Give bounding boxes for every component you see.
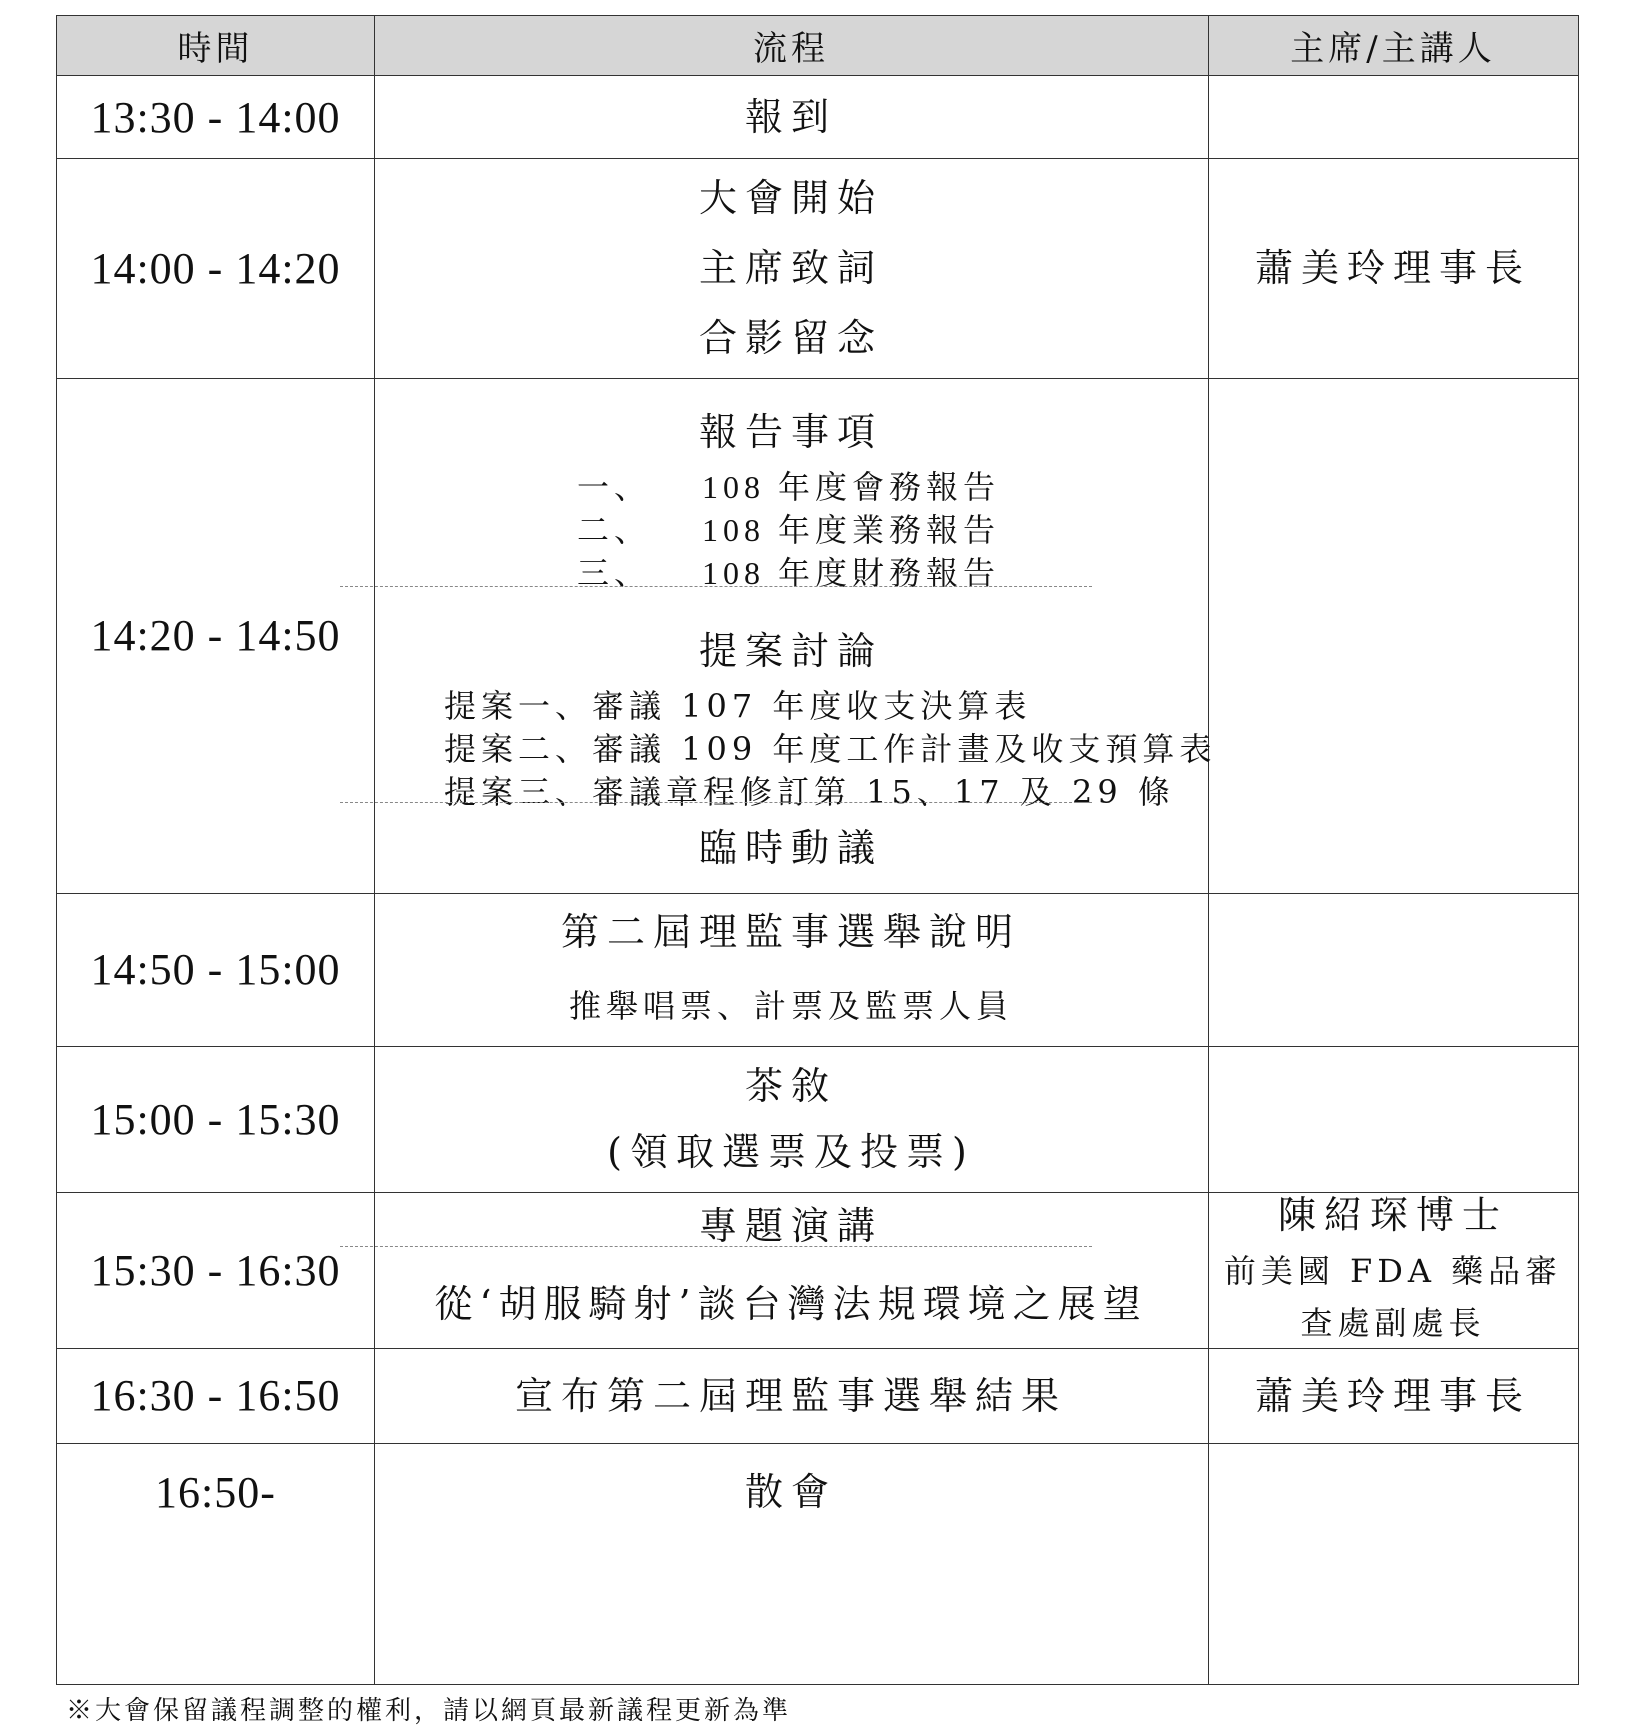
process-cell [374,1443,1208,1541]
proposal-item: 提案一、審議 107 年度收支決算表 [444,687,1032,725]
process-text: 主席致詞 [698,246,883,290]
process-cell [374,1260,1208,1348]
process-text: (領取選票及投票) [607,1130,975,1174]
chair-name: 蕭美玲理事長 [1254,246,1531,290]
agenda-table [56,15,1579,1685]
process-text: 宣布第二屆理監事選舉結果 [514,1373,1067,1418]
section-divider [340,586,1092,587]
chair-title: 查處副處長 [1300,1304,1486,1342]
footnote: ※大會保留議程調整的權利，請以網頁最新議程更新為準 [66,1696,792,1726]
report-item-text: 108 年度財務報告 [702,555,1001,591]
section-divider [340,802,1092,803]
time-cell: 14:50 - 15:00 [90,945,341,994]
process-cell [374,1192,1208,1260]
time-cell: 15:30 - 16:30 [90,1245,341,1295]
header-time: 時間 [177,28,254,69]
process-text: 從‘胡服騎射’談台灣法規環境之展望 [434,1282,1148,1326]
process-text: 散會 [744,1470,837,1514]
process-text: 茶敘 [744,1064,837,1108]
chair-title: 前美國 FDA 藥品審 [1223,1252,1563,1290]
section-divider [340,1246,1092,1247]
process-text: 第二屆理監事選舉說明 [560,909,1021,954]
chair-cell [1208,1348,1578,1443]
header-process: 流程 [753,28,829,69]
chair-name: 陳紹琛博士 [1277,1193,1508,1237]
report-item-num: 二、 [577,511,652,549]
report-item-num: 一、 [577,468,652,506]
table-header [57,16,1578,76]
process-cell [374,893,1208,1046]
time-cell: 13:30 - 14:00 [90,92,341,142]
process-text: 大會開始 [698,176,883,220]
motion-title: 臨時動議 [698,826,883,870]
report-title: 報告事項 [698,410,883,454]
process-cell [374,1046,1208,1192]
proposal-item: 提案三、審議章程修訂第 15、17 及 29 條 [444,773,1175,811]
time-cell: 15:00 - 15:30 [90,1094,341,1144]
process-cell [374,76,1208,158]
chair-cell [1208,1192,1578,1348]
time-cell: 14:00 - 14:20 [90,243,341,293]
time-cell: 14:20 - 14:50 [90,611,341,660]
process-text: 推舉唱票、計票及監票人員 [568,986,1013,1025]
process-text: 報到 [744,95,837,139]
report-item-text: 108 年度會務報告 [702,469,1001,505]
header-chair: 主席/主講人 [1290,28,1496,69]
chair-cell [1208,158,1578,378]
proposal-title: 提案討論 [698,629,883,673]
time-cell: 16:50- [155,1467,276,1517]
time-cell: 16:30 - 16:50 [90,1371,341,1420]
proposal-item: 提案二、審議 109 年度工作計畫及收支預算表 [444,730,1217,768]
report-item-text: 108 年度業務報告 [702,512,1001,548]
report-item-num: 三、 [577,554,652,592]
process-cell [374,1348,1208,1443]
chair-name: 蕭美玲理事長 [1254,1373,1531,1418]
process-text: 專題演講 [698,1204,883,1248]
process-cell [374,158,1208,378]
process-text: 合影留念 [698,316,883,360]
